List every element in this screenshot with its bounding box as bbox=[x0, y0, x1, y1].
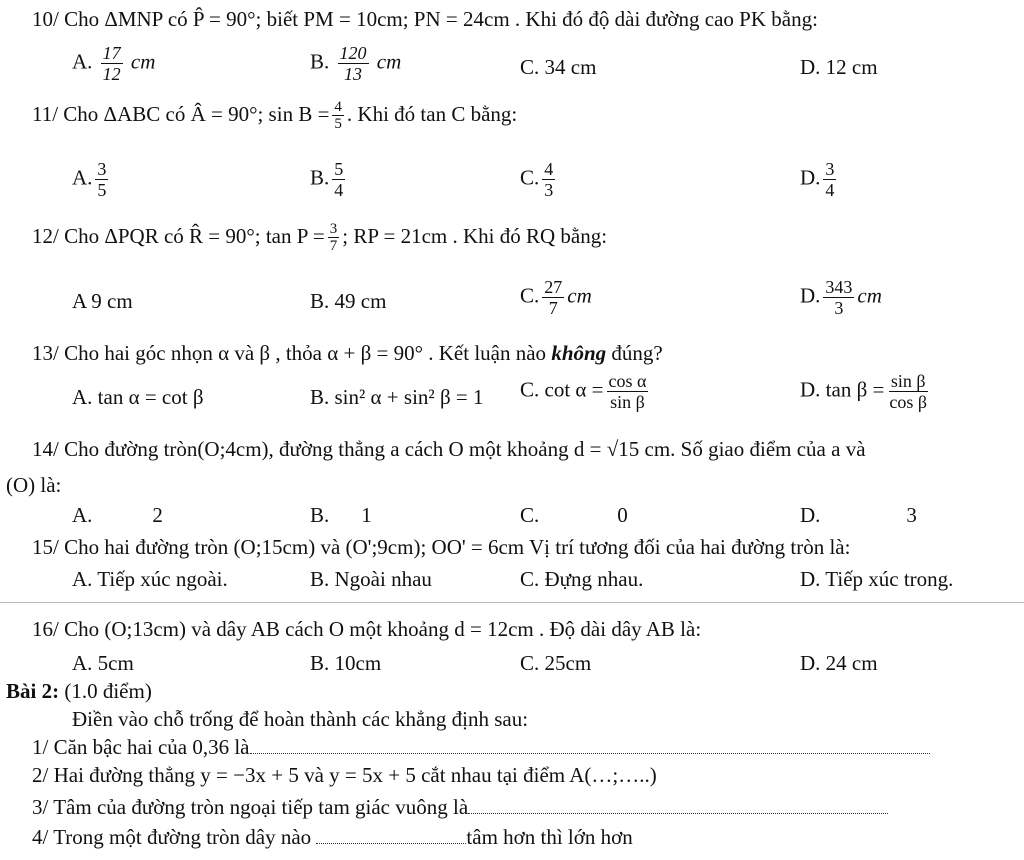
fraction: $\frac{17}{12}$ bbox=[102, 43, 121, 84]
fraction: $\frac{4}{3}$ bbox=[544, 159, 554, 200]
q15-option-b: B. Ngoài nhau bbox=[310, 567, 432, 591]
unit: cm bbox=[130, 49, 156, 74]
q13-option-c: C. cot α = $\frac{\text{cos α}}{\text{sin β}}$ bbox=[520, 371, 647, 412]
fraction: $\frac{\text{cos α}}{\text{sin β}}$ bbox=[608, 371, 647, 412]
q14-option-a: A. 2 bbox=[72, 503, 163, 527]
option-label: A. bbox=[72, 49, 93, 74]
q13-option-b: B. sin² α + sin² β = 1 bbox=[310, 385, 484, 409]
q15-option-a: A. Tiếp xúc ngoài. bbox=[72, 567, 228, 591]
q12-option-b: B. 49 cm bbox=[310, 289, 387, 313]
q14-option-c: C. 0 bbox=[520, 503, 628, 527]
q16-option-b: B. 10cm bbox=[310, 651, 382, 675]
q14-stem: 14/ Cho đường tròn(O;4cm), đường thẳng a cách O một khoảng d = √15 cm. Số giao điểm của a và bbox=[32, 437, 866, 461]
blank-line[interactable] bbox=[250, 753, 930, 754]
q16-option-a: A. 5cm bbox=[72, 651, 134, 675]
q14-option-d: D. 3 bbox=[800, 503, 917, 527]
blank-line[interactable] bbox=[316, 843, 466, 844]
q14-stem-continuation: (O) là: bbox=[6, 473, 62, 497]
q13-stem: 13/ Cho hai góc nhọn α và β , thỏa α + β = 90° . Kết luận nào không đúng? bbox=[32, 341, 663, 365]
fill-item-2: 2/ Hai đường thẳng y = −3x + 5 và y = 5x + 5 cắt nhau tại điểm A(…;…..) bbox=[32, 763, 657, 787]
fraction: $\frac{120}{13}$ bbox=[339, 43, 367, 84]
q15-option-d: D. Tiếp xúc trong. bbox=[800, 567, 954, 591]
fraction: $\frac{3}{5}$ bbox=[97, 159, 107, 200]
q13-option-d: D. tan β = $\frac{\text{sin β}}{\text{cos β}}$ bbox=[800, 371, 928, 412]
fraction: $\frac{3}{4}$ bbox=[825, 159, 835, 200]
q12-stem: 12/ Cho ΔPQR có R̂ = 90°; tan P = $\frac{3}{7}$ ; RP = 21cm . Khi đó RQ bằng: bbox=[32, 221, 608, 254]
section-divider bbox=[0, 602, 1024, 603]
q12-option-a: A 9 cm bbox=[72, 289, 133, 313]
q10-option-a bbox=[72, 44, 155, 83]
q15-stem: 15/ Cho hai đường tròn (O;15cm) và (O';9cm); OO' = 6cm Vị trí tương đối của hai đường tròn là: bbox=[32, 535, 851, 559]
q11-option-c: C. $\frac{4}{3}$ bbox=[520, 159, 554, 200]
instruction: Điền vào chỗ trống để hoàn thành các khẳng định sau: bbox=[72, 707, 529, 731]
q12-option-d: D. $\frac{343}{3}$ cm bbox=[800, 277, 882, 318]
emphasis-khong: không bbox=[551, 341, 607, 365]
unit: cm bbox=[376, 49, 402, 74]
q10-stem: 10/ Cho ΔMNP có P̂ = 90°; biết PM = 10cm; PN = 24cm . Khi đó độ dài đường cao PK bằng: bbox=[32, 7, 818, 31]
fraction: $\frac{\text{sin β}}{\text{cos β}}$ bbox=[889, 371, 928, 412]
q11-option-a: A. $\frac{3}{5}$ bbox=[72, 159, 107, 200]
q16-option-c: C. 25cm bbox=[520, 651, 592, 675]
blank-line[interactable] bbox=[468, 813, 888, 814]
fraction: $\frac{343}{3}$ bbox=[825, 277, 853, 318]
section-heading: Bài 2: (1.0 điểm) bbox=[6, 679, 152, 703]
q15-option-c: C. Đựng nhau. bbox=[520, 567, 644, 591]
q16-stem: 16/ Cho (O;13cm) và dây AB cách O một khoảng d = 12cm . Độ dài dây AB là: bbox=[32, 617, 702, 641]
q11-stem: 11/ Cho ΔABC có Â = 90°; sin B = $\frac{4}{5}$ . Khi đó tan C bằng: bbox=[32, 99, 518, 132]
q10-option-c: C. 34 cm bbox=[520, 55, 597, 79]
q13-option-a: A. tan α = cot β bbox=[72, 385, 204, 409]
option-label: B. bbox=[310, 49, 330, 74]
fill-item-3: 3/ Tâm của đường tròn ngoại tiếp tam giác vuông là bbox=[32, 796, 888, 819]
q16-option-d: D. 24 cm bbox=[800, 651, 878, 675]
q11-option-b: B. $\frac{5}{4}$ bbox=[310, 159, 344, 200]
q10-option-b bbox=[310, 44, 401, 83]
q11-option-d: D. $\frac{3}{4}$ bbox=[800, 159, 835, 200]
fill-item-4: 4/ Trong một đường tròn dây nào tâm hơn thì lớn hơn bbox=[32, 825, 633, 849]
fraction: $\frac{27}{7}$ bbox=[544, 277, 563, 318]
q14-option-b: B. 1 bbox=[310, 503, 372, 527]
fill-item-1: 1/ Căn bậc hai của 0,36 là bbox=[32, 736, 930, 759]
q10-option-d: D. 12 cm bbox=[800, 55, 878, 79]
q12-option-c: C. $\frac{27}{7}$ cm bbox=[520, 277, 592, 318]
fraction: $\frac{5}{4}$ bbox=[334, 159, 344, 200]
